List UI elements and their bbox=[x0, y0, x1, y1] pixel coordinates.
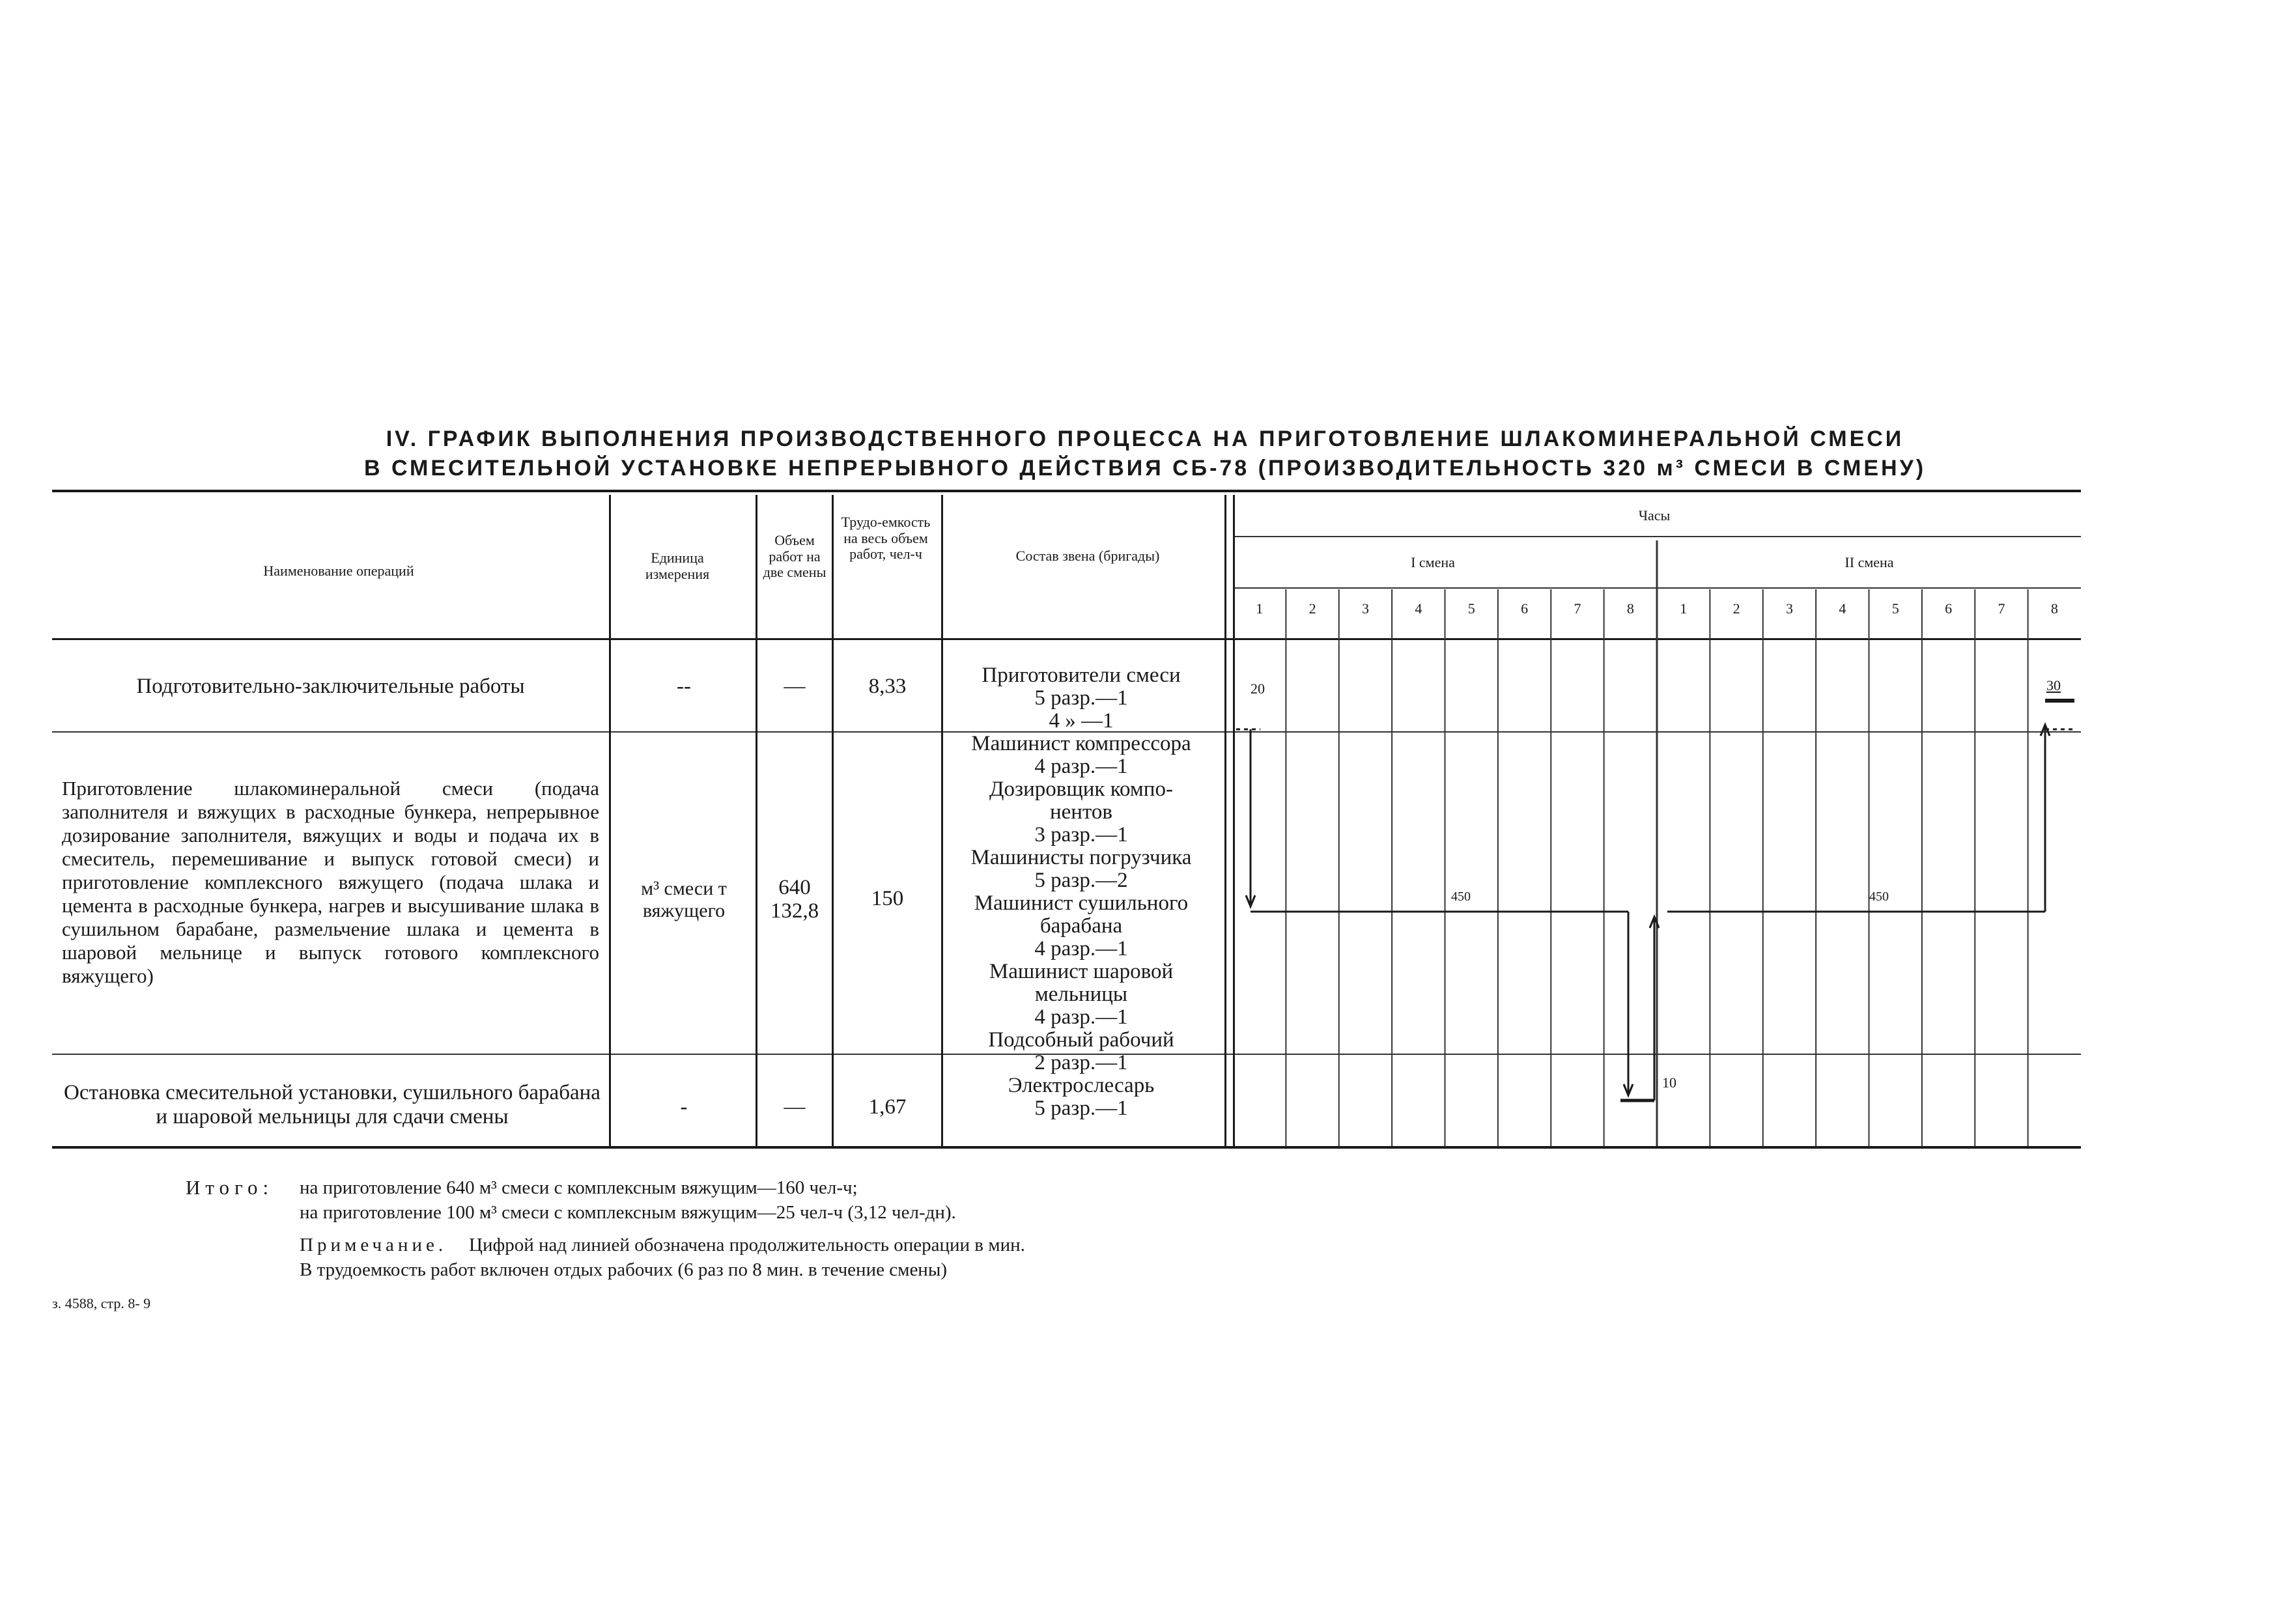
crew-line: Машинист шаровой bbox=[989, 960, 1174, 983]
row-2-volume-1: 640 bbox=[778, 876, 811, 899]
row-3-labor: 1,67 bbox=[868, 1095, 907, 1119]
crew-line: Дозировщик компо- bbox=[989, 777, 1173, 801]
crew-line: 4 разр.—1 bbox=[1034, 937, 1128, 960]
crew-line: 2 разр.—1 bbox=[1034, 1051, 1128, 1074]
hour-number: 3 bbox=[1361, 600, 1369, 617]
itogo-line-1: на приготовление 640 м³ смеси с комплексным вяжущим—160 чел-ч; bbox=[300, 1177, 858, 1198]
hour-number: 8 bbox=[2050, 600, 2058, 617]
process-lines bbox=[1236, 701, 2074, 1100]
itogo-label: Итого: bbox=[186, 1176, 274, 1199]
gantt-shift-1-duration: 450 bbox=[1451, 889, 1471, 904]
hour-number: 5 bbox=[1891, 600, 1899, 617]
hour-number: 1 bbox=[1680, 600, 1688, 617]
crew-line: Подсобный рабочий bbox=[988, 1028, 1174, 1052]
header-shift-1: I смена bbox=[1411, 554, 1455, 570]
title-line-2: В СМЕСИТЕЛЬНОЙ УСТАНОВКЕ НЕПРЕРЫВНОГО ДЕЙСТВИЯ СБ-78 (ПРОИЗВОДИТЕЛЬНОСТЬ 320 м³ СМЕСИ В СМЕНУ) bbox=[363, 456, 1927, 481]
hour-number: 6 bbox=[1521, 600, 1529, 617]
row-2-volume-2: 132,8 bbox=[770, 899, 819, 923]
crew-line: мельницы bbox=[1034, 983, 1128, 1006]
row-1-volume: — bbox=[784, 675, 806, 698]
note-line-1: Цифрой над линией обозначена продолжительность операции в мин. bbox=[469, 1235, 1025, 1255]
crew-line: Машинист сушильного bbox=[974, 891, 1189, 915]
note-line-2: В трудоемкость работ включен отдых рабочих (6 раз по 8 мин. в течение смены) bbox=[300, 1259, 947, 1280]
row-1-unit: -- bbox=[677, 675, 691, 698]
crew-line: барабана bbox=[1039, 914, 1123, 938]
gantt-start-label: 20 bbox=[1251, 680, 1265, 697]
header-unit: Единица измерения bbox=[645, 550, 710, 582]
hour-number: 7 bbox=[1998, 600, 2005, 617]
crew-line: 5 разр.—1 bbox=[1034, 686, 1128, 710]
crew-line: 3 разр.—1 bbox=[1034, 823, 1128, 847]
row-2-unit: м³ смеси т вяжущего bbox=[641, 878, 727, 921]
header-volume: Объем работ на две смены bbox=[763, 532, 827, 581]
hour-number: 4 bbox=[1415, 600, 1422, 617]
crew-line: 4 разр.—1 bbox=[1034, 755, 1128, 778]
hour-number: 4 bbox=[1839, 600, 1846, 617]
hour-number: 6 bbox=[1945, 600, 1953, 617]
crew-line: Машинисты погрузчика bbox=[970, 846, 1192, 869]
crew-line: Приготовители смеси bbox=[982, 664, 1181, 687]
gantt-stop-duration: 10 bbox=[1662, 1074, 1676, 1091]
itogo-line-2: на приготовление 100 м³ смеси с комплексным вяжущим—25 чел-ч (3,12 чел-дн). bbox=[300, 1202, 956, 1223]
document-reference: з. 4588, стр. 8- 9 bbox=[52, 1295, 151, 1311]
row-2-operation: Приготовление шлакоминеральной смеси (подача заполнителя и вяжущих в расходные бункера, непрерывное дозирование заполнителя, вяжущих и воды и подача их в смеситель, перемешивание и выпуск готовой смеси) и приготовление комплексного вяжущего (подача шлака и цемента в расходные бункера, нагрев и высушивание шлака в сушильном барабане, размельчение шлака и цемента в шаровой мельнице и выпуск готового комплексного вяжущего) bbox=[62, 777, 599, 987]
crew-line: Электрослесарь bbox=[1008, 1074, 1155, 1097]
header-hours: Часы bbox=[1638, 507, 1671, 524]
gantt-shift-2-duration: 450 bbox=[1869, 889, 1889, 904]
row-2-labor: 150 bbox=[871, 887, 904, 910]
crew-line: Машинист компрессора bbox=[971, 732, 1191, 755]
note-label: Примечание. bbox=[300, 1235, 447, 1255]
header-shift-2: II смена bbox=[1845, 554, 1894, 570]
row-1-labor: 8,33 bbox=[868, 675, 907, 698]
crew-line: 4 разр.—1 bbox=[1034, 1005, 1128, 1029]
hour-number: 8 bbox=[1626, 600, 1634, 617]
hour-number: 7 bbox=[1574, 600, 1581, 617]
crew-line: нентов bbox=[1049, 800, 1113, 824]
title-line-1: IV. ГРАФИК ВЫПОЛНЕНИЯ ПРОИЗВОДСТВЕННОГО ПРОЦЕССА НА ПРИГОТОВЛЕНИЕ ШЛАКОМИНЕРАЛЬНОЙ СМЕСИ bbox=[386, 427, 1904, 451]
hour-grid-lines bbox=[1286, 540, 2028, 1146]
header-labor: Трудо-емкость на весь объем работ, чел-ч bbox=[841, 514, 931, 563]
row-3-unit: - bbox=[680, 1095, 688, 1119]
hour-number: 2 bbox=[1308, 600, 1316, 617]
hour-number: 1 bbox=[1256, 600, 1264, 617]
row-3-operation: Остановка смесительной установки, сушильного барабана и шаровой мельницы для сдачи смены bbox=[64, 1081, 601, 1128]
crew-line: 5 разр.—2 bbox=[1034, 869, 1128, 892]
hour-number: 2 bbox=[1732, 600, 1740, 617]
crew-line: 5 разр.—1 bbox=[1034, 1097, 1128, 1120]
crew-line: 4 » —1 bbox=[1049, 709, 1114, 733]
row-1-operation: Подготовительно-заключительные работы bbox=[136, 675, 525, 698]
row-3-volume: — bbox=[784, 1095, 806, 1119]
header-crew: Состав звена (бригады) bbox=[1015, 548, 1160, 564]
hour-number: 5 bbox=[1467, 600, 1475, 617]
header-operation: Наименование операций bbox=[263, 563, 414, 579]
hour-number: 3 bbox=[1785, 600, 1793, 617]
gantt-end-label: 30 bbox=[2046, 677, 2061, 693]
